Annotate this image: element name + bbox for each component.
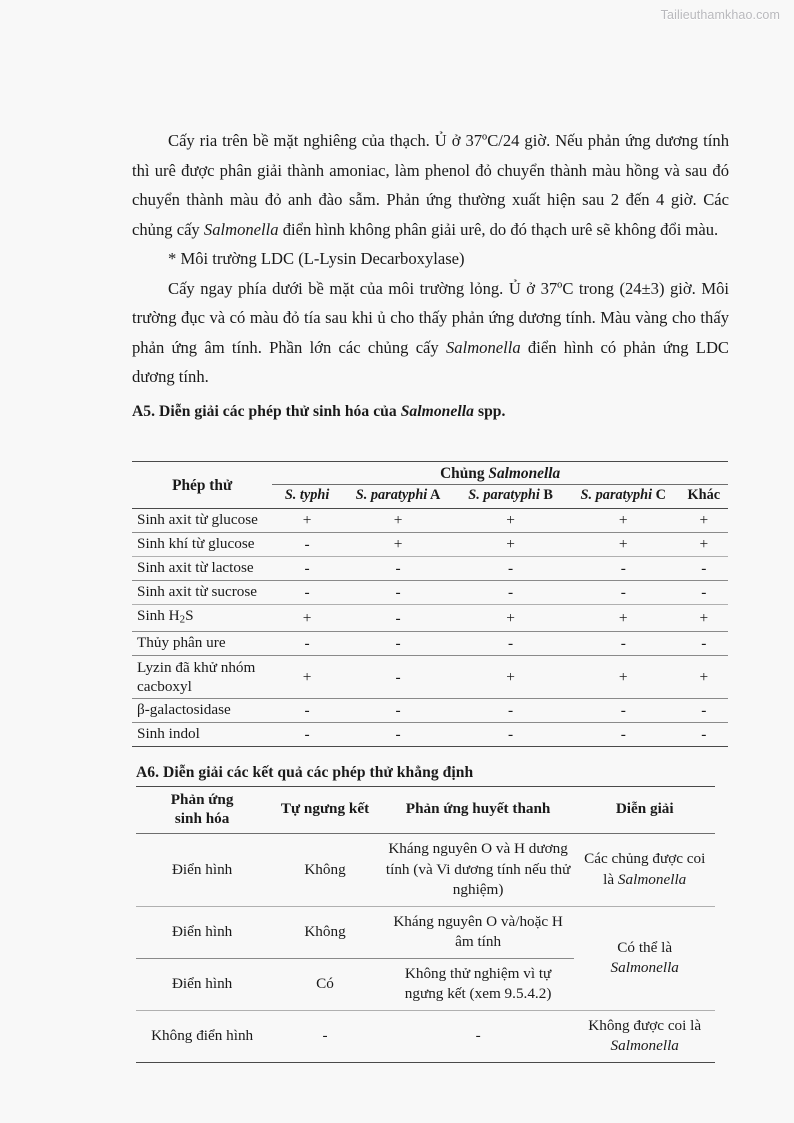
header-col1-line2: sinh hóa [174, 809, 230, 827]
paragraph-ldc-medium-title: * Môi trường LDC (L-Lysin Decarboxylase) [168, 249, 465, 268]
row-value: - [272, 699, 341, 723]
row-value: - [680, 699, 728, 723]
table-row [132, 723, 728, 747]
header-strain-khac [680, 485, 728, 509]
row-value: - [680, 581, 728, 605]
row-label: Lyzin đã khử nhóm cacboxyl [132, 656, 272, 699]
strain-2-plain: B [539, 487, 553, 503]
row-value: - [567, 581, 680, 605]
strain-1-italic: S. paratyphi [355, 487, 428, 503]
paragraph-1-italic-salmonella: Salmonella [203, 219, 279, 239]
row-value: + [680, 533, 728, 557]
cell-agglutination: Có [268, 958, 382, 1010]
table-a5-body [132, 509, 728, 747]
interp-0-prefix: Các chủng được coi là [584, 850, 706, 888]
h2s-pre: Sinh H [137, 607, 180, 624]
table-row [132, 509, 728, 533]
row-value: + [454, 605, 567, 632]
a5-heading-suffix: spp. [474, 402, 506, 420]
strain-3-italic: S. paratyphi [580, 487, 653, 503]
table-confirmation-results [136, 786, 715, 1063]
row-value: - [567, 632, 680, 656]
row-value: + [454, 509, 567, 533]
cell-serology: Kháng nguyên O và H dương tính (và Vi dương tính nếu thử nghiệm) [382, 834, 575, 907]
header-col1-line1: Phản ứng [170, 791, 234, 808]
row-value: + [272, 509, 341, 533]
h2s-post: S [185, 607, 194, 624]
header-strain-s-paratyphi-a [342, 485, 455, 509]
header-strain-s-paratyphi-c [567, 485, 680, 509]
paragraph-3-part-1: Cấy ngay phía dưới bề mặt của môi trường lỏng. Ủ ở 37ºC trong (24±3) giờ. Môi trường đục và có màu đỏ tía sau khi ủ cho thấy phản ứng dương tính. Màu vàng cho thấy phản ứng âm tính. Phần lớn các chủng cấy [132, 278, 729, 357]
row-value: - [342, 656, 455, 699]
row-value: + [272, 605, 341, 632]
row-value: - [272, 581, 341, 605]
row-value: - [272, 632, 341, 656]
strain-1-plain: A [427, 487, 441, 503]
cell-reaction: Điển hình [136, 906, 268, 958]
table-a6-body [136, 834, 715, 1063]
table-row [136, 834, 715, 907]
row-value: + [342, 509, 455, 533]
header-phan-ung-sinh-hoa [136, 787, 268, 834]
section-heading-a6: A6. Diễn giải các kết quả các phép thử khẳng định [136, 764, 474, 781]
table-a5-header-row-1 [132, 462, 728, 485]
row-value: - [454, 723, 567, 747]
row-value: - [342, 699, 455, 723]
row-value: + [680, 656, 728, 699]
table-a6-header-row [136, 787, 715, 834]
row-value: - [567, 699, 680, 723]
h2s-subscript: 2 [179, 613, 186, 626]
row-value: - [272, 533, 341, 557]
strain-2-italic: S. paratyphi [468, 487, 540, 503]
row-value: - [342, 557, 455, 581]
row-value: - [342, 632, 455, 656]
header-dien-giai: Diễn giải [574, 787, 715, 834]
row-value: + [567, 605, 680, 632]
row-value: - [342, 605, 455, 632]
cell-agglutination: - [268, 1010, 382, 1062]
table-a6-header [136, 787, 715, 834]
table-row [132, 656, 728, 699]
cell-interpretation [574, 906, 715, 1010]
row-value: - [272, 557, 341, 581]
strain-0-italic: S. typhi [284, 487, 330, 503]
table-row [132, 533, 728, 557]
paragraph-3-italic-salmonella: Salmonella [445, 337, 521, 357]
row-value: - [680, 723, 728, 747]
a5-heading-prefix: A5. Diễn giải các phép thử sinh hóa của [132, 402, 401, 420]
row-value: - [454, 699, 567, 723]
row-label: β-galactosidase [132, 699, 272, 723]
row-value: + [272, 656, 341, 699]
table-row [132, 605, 728, 632]
cell-reaction: Điển hình [136, 958, 268, 1010]
table-row [132, 557, 728, 581]
header-strain-s-typhi [272, 485, 341, 509]
row-value: - [454, 557, 567, 581]
group-header-italic: Salmonella [488, 465, 561, 482]
paragraph-urea-test [132, 126, 729, 244]
row-label-h2s [132, 605, 272, 632]
interp-3-italic: Salmonella [610, 1037, 679, 1054]
strain-4-plain: Khác [687, 487, 721, 503]
strain-3-plain: C [652, 487, 666, 503]
table-row [132, 581, 728, 605]
row-value: + [567, 509, 680, 533]
watermark-text: Tailieuthamkhao.com [660, 8, 780, 22]
row-value: + [567, 656, 680, 699]
row-value: - [454, 632, 567, 656]
table-row [136, 1010, 715, 1062]
row-label: Sinh indol [132, 723, 272, 747]
section-heading-a5 [132, 401, 729, 423]
interp-0-italic: Salmonella [617, 870, 687, 888]
table-a5-header [132, 462, 728, 509]
row-value: + [680, 509, 728, 533]
row-value: - [567, 557, 680, 581]
paragraph-1-part-2: điển hình không phân giải urê, do đó thạch urê sẽ không đổi màu. [278, 219, 719, 239]
table-biochemical-tests [132, 461, 728, 747]
row-value: + [454, 533, 567, 557]
cell-reaction: Không điển hình [136, 1010, 268, 1062]
cell-serology: Kháng nguyên O và/hoặc H âm tính [382, 906, 575, 958]
interp-3-prefix: Không được coi là [588, 1016, 702, 1034]
cell-interpretation [574, 834, 715, 907]
cell-agglutination: Không [268, 906, 382, 958]
row-value: - [272, 723, 341, 747]
cell-reaction: Điển hình [136, 834, 268, 907]
row-label: Sinh axit từ lactose [132, 557, 272, 581]
interp-1-prefix: Có thể là [617, 938, 673, 956]
table-row [132, 699, 728, 723]
header-chung-salmonella [272, 462, 728, 485]
row-value: + [342, 533, 455, 557]
document-body [132, 126, 729, 430]
row-value: + [454, 656, 567, 699]
cell-serology: - [382, 1010, 575, 1062]
row-value: - [680, 632, 728, 656]
row-value: - [342, 581, 455, 605]
row-value: + [567, 533, 680, 557]
header-tu-ngung-ket: Tự ngưng kết [268, 787, 382, 834]
header-strain-s-paratyphi-b [454, 485, 567, 509]
row-value: + [680, 605, 728, 632]
row-value: - [454, 581, 567, 605]
cell-agglutination: Không [268, 834, 382, 907]
group-header-prefix: Chủng [440, 465, 489, 482]
cell-interpretation [574, 1010, 715, 1062]
row-value: - [567, 723, 680, 747]
row-label: Sinh axit từ sucrose [132, 581, 272, 605]
a5-heading-italic: Salmonella [400, 402, 474, 420]
interp-1-italic: Salmonella [610, 959, 679, 976]
row-label: Sinh axit từ glucose [132, 509, 272, 533]
row-value: - [342, 723, 455, 747]
cell-serology: Không thử nghiệm vì tự ngưng kết (xem 9.5.4.2) [382, 958, 575, 1010]
header-phan-ung-huyet-thanh: Phản ứng huyết thanh [382, 787, 575, 834]
table-row [132, 632, 728, 656]
table-row [136, 906, 715, 958]
paragraph-ldc-test [132, 274, 729, 392]
row-value: - [680, 557, 728, 581]
paragraph-1-part-1: Cấy ria trên bề mặt nghiêng của thạch. Ủ ở 37ºC/24 giờ. Nếu phản ứng dương tính thì urê được phân giải thành amoniac, làm phenol đỏ chuyển thành màu hồng và sau đó chuyển thành màu đỏ anh đào sẫm. Phản ứng thường xuất hiện sau 2 đến 4 giờ. Các chủng cấy [132, 131, 729, 239]
paragraph-3-part-2: điển hình có phản ứng LDC dương tính. [132, 337, 729, 386]
row-label: Sinh khí từ glucose [132, 533, 272, 557]
row-label: Thủy phân ure [132, 632, 272, 656]
header-phep-thu: Phép thử [132, 462, 272, 509]
